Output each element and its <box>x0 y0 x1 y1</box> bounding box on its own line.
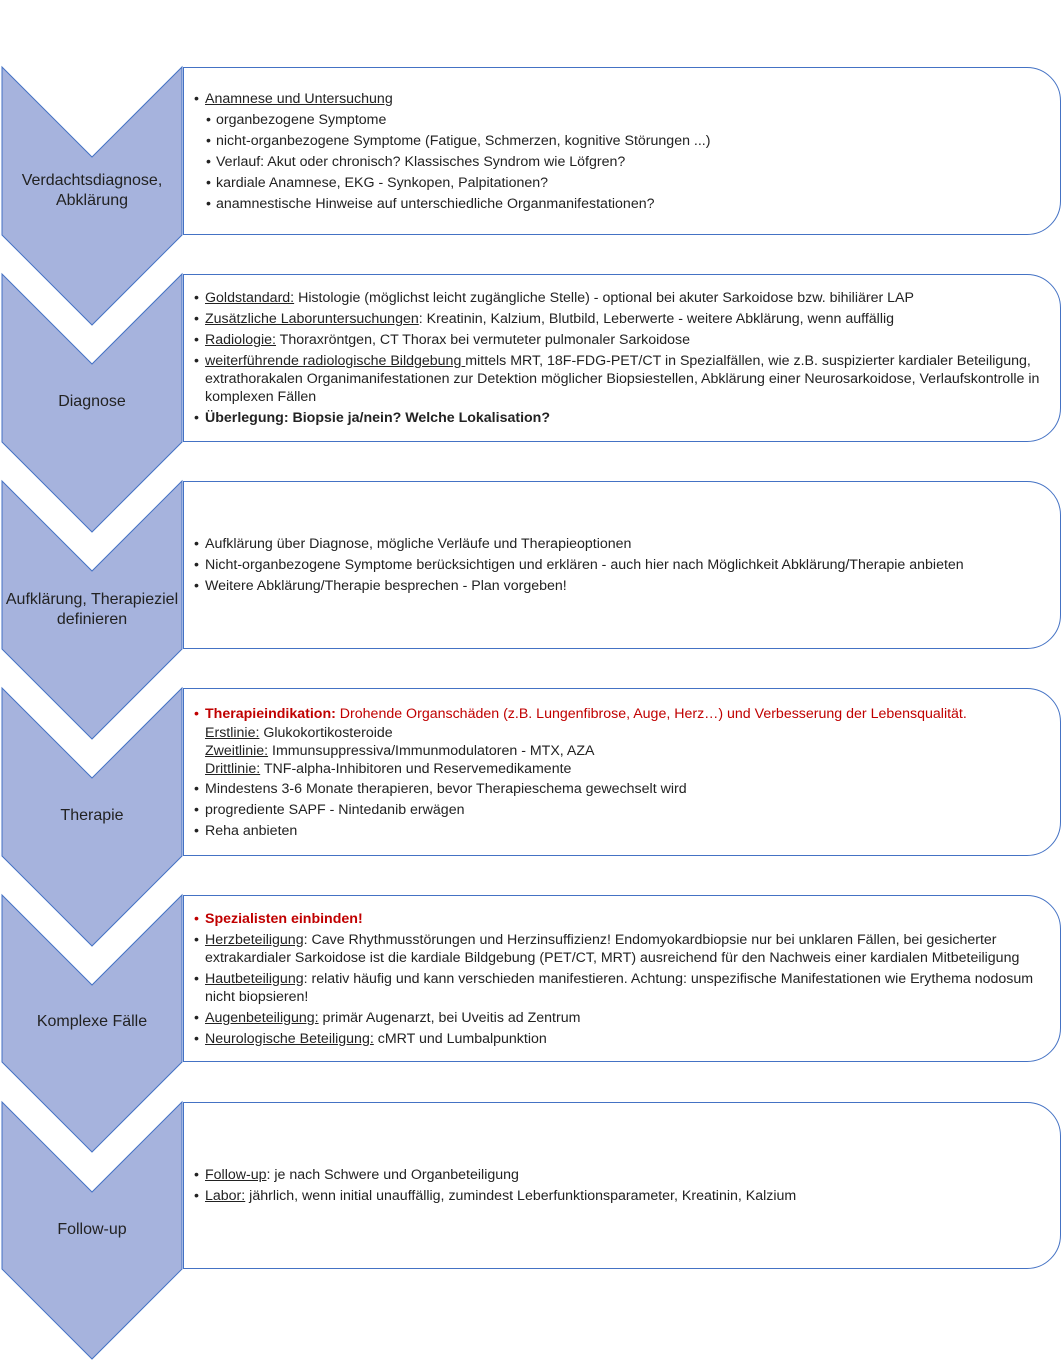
bullet-icon: • <box>194 332 199 348</box>
item-text: kardiale Anamnese, EKG - Synkopen, Palpitationen? <box>216 174 549 191</box>
bullet-item <box>194 760 1046 778</box>
bullet-icon: • <box>206 174 211 191</box>
bullet-icon: • <box>194 410 199 426</box>
bullet-item <box>194 352 1046 406</box>
bullet-item <box>206 153 1046 171</box>
stage-content-box <box>183 67 1061 235</box>
item-text: TNF-alpha-Inhibitoren und Reservemedikamente <box>260 761 572 777</box>
item-text: Thoraxröntgen, CT Thorax bei vermuteter pulmonaler Sarkoidose <box>276 332 691 348</box>
item-text: Reha anbieten <box>205 822 298 839</box>
bullet-item <box>194 801 1046 819</box>
bullet-item <box>206 132 1046 150</box>
bullet-icon: • <box>194 1009 199 1026</box>
item-text: Verlauf: Akut oder chronisch? Klassisches Syndrom wie Löfgren? <box>216 153 626 170</box>
item-text: Aufklärung über Diagnose, mögliche Verläufe und Therapieoptionen <box>205 536 632 552</box>
bullet-item <box>206 195 1046 213</box>
item-text: anamnestische Hinweise auf unterschiedliche Organmanifestationen? <box>216 195 655 212</box>
stage-label: Diagnose <box>58 393 126 410</box>
bullet-item <box>194 577 1046 595</box>
item-heading: Radiologie: <box>205 332 276 348</box>
item-text: Histologie (möglichst leicht zugängliche Stelle) - optional bei akuter Sarkoidose bzw. bihiliärer LAP <box>294 290 914 306</box>
stage-content-box <box>183 688 1061 856</box>
bullet-item <box>206 174 1046 192</box>
bullet-icon: • <box>194 353 199 369</box>
bullet-item <box>194 742 1046 760</box>
item-text: jährlich, wenn initial unauffällig, zumindest Leberfunktionsparameter, Kreatinin, Kalzium <box>245 1188 797 1204</box>
item-text: Mindestens 3-6 Monate therapieren, bevor Therapieschema gewechselt wird <box>205 780 687 797</box>
bullet-item <box>194 970 1046 1006</box>
bullet-item <box>194 910 1046 928</box>
bullet-icon: • <box>194 578 199 594</box>
item-text: : je nach Schwere und Organbeteiligung <box>266 1167 519 1183</box>
item-text: organbezogene Symptome <box>216 111 387 128</box>
bullet-item <box>194 556 1046 574</box>
item-emphasis: Spezialisten einbinden! <box>205 910 363 927</box>
bullet-item <box>194 331 1046 349</box>
bullet-item <box>194 1009 1046 1027</box>
stage-label: Follow-up <box>57 1221 127 1238</box>
bullet-item <box>194 822 1046 840</box>
bullet-icon: • <box>206 111 211 128</box>
stage-label: Komplexe Fälle <box>36 1013 148 1030</box>
item-heading: Herzbeteiligung <box>205 931 304 948</box>
item-heading: Zusätzliche Laboruntersuchungen <box>205 311 419 327</box>
bullet-icon: • <box>194 290 199 306</box>
item-text: Drohende Organschäden (z.B. Lungenfibrose, Auge, Herz…) und Verbesserung der Lebensqualität. <box>335 705 967 722</box>
bullet-icon: • <box>194 970 199 987</box>
stage-content-box <box>183 274 1061 442</box>
item-heading: Hautbeteiligung <box>205 970 304 987</box>
bullet-item <box>194 1166 1046 1184</box>
bullet-item <box>194 90 1046 108</box>
item-heading: Anamnese und Untersuchung <box>205 90 393 107</box>
bullet-item <box>194 1187 1046 1205</box>
item-heading: Zweitlinie: <box>205 743 269 759</box>
bullet-item <box>194 310 1046 328</box>
bullet-icon: • <box>194 931 199 948</box>
bullet-item <box>194 289 1046 307</box>
item-heading: weiterführende radiologische Bildgebung <box>205 353 466 369</box>
item-text: primär Augenarzt, bei Uveitis ad Zentrum <box>318 1009 581 1026</box>
item-text: : Cave Rhythmusstörungen und Herzinsuffizienz! Endomyokardbiopsie nur bei unklaren Fällen, bei gesicherter extrakardialer Sarkoidose ist die kardiale Bildgebung (PET/CT, MRT) ausreichend für den Nachweis einer kardialen Mitbeteiligung <box>205 931 1020 966</box>
item-text: : Kreatinin, Kalzium, Blutbild, Leberwerte - weitere Abklärung, wenn auffällig <box>418 311 895 327</box>
stage-content-box <box>183 895 1061 1062</box>
item-heading: Neurologische Beteiligung: <box>205 1030 374 1047</box>
bullet-icon: • <box>194 557 199 573</box>
stage-content-box <box>183 1102 1061 1269</box>
item-text: : relativ häufig und kann verschieden manifestieren. Achtung: unspezifische Manifestationen wie Erythema nodosum nicht biopsieren! <box>205 970 1034 1005</box>
item-heading: Follow-up <box>205 1167 267 1183</box>
bullet-icon: • <box>194 311 199 327</box>
item-heading: Goldstandard: <box>205 290 295 306</box>
bullet-item <box>194 409 1046 427</box>
bullet-item <box>194 1030 1046 1048</box>
bullet-icon: • <box>194 705 199 722</box>
stage-label: Therapie <box>60 807 124 824</box>
item-heading: Augenbeteiligung: <box>205 1009 319 1026</box>
bullet-icon: • <box>206 195 211 212</box>
bullet-icon: • <box>194 1167 199 1183</box>
bullet-item <box>194 780 1046 798</box>
bullet-icon: • <box>194 910 199 927</box>
stage-content-box <box>183 481 1061 649</box>
bullet-icon: • <box>206 132 211 149</box>
item-heading: Erstlinie: <box>205 725 260 741</box>
bullet-icon: • <box>194 780 199 797</box>
item-text: cMRT und Lumbalpunktion <box>373 1030 547 1047</box>
item-text: Weitere Abklärung/Therapie besprechen - Plan vorgeben! <box>205 578 567 594</box>
bullet-item <box>206 111 1046 129</box>
bullet-item <box>194 931 1046 967</box>
bullet-icon: • <box>194 90 199 107</box>
item-heading: Labor: <box>205 1188 246 1204</box>
item-emphasis: Therapieindikation: <box>205 705 336 722</box>
bullet-item <box>194 535 1046 553</box>
item-text: Immunsuppressiva/Immunmodulatoren - MTX, AZA <box>268 743 595 759</box>
bullet-icon: • <box>194 1030 199 1047</box>
item-text: mittels MRT, 18F-FDG-PET/CT in Spezialfällen, wie z.B. suspizierter kardialer Beteiligung, extrathorakalen Organimanifestationen zur Detektion möglicher Biopsiestellen, Abklärung einer Neurosarkoidose, Verlaufskontrolle in komplexen Fällen <box>205 353 1040 405</box>
item-emphasis: Überlegung: Biopsie ja/nein? Welche Lokalisation? <box>205 410 551 426</box>
stage-label: Verdachtsdiagnose, Abklärung <box>21 172 163 209</box>
bullet-item <box>194 724 1046 742</box>
bullet-icon: • <box>194 822 199 839</box>
item-text: Nicht-organbezogene Symptome berücksichtigen und erklären - auch hier nach Möglichkeit Abklärung/Therapie anbieten <box>205 557 964 573</box>
bullet-icon: • <box>194 536 199 552</box>
bullet-icon: • <box>194 801 199 818</box>
item-text: progrediente SAPF - Nintedanib erwägen <box>205 801 465 818</box>
bullet-item <box>194 705 1046 723</box>
stage-label: Aufklärung, Therapieziel definieren <box>5 591 179 628</box>
item-text: nicht-organbezogene Symptome (Fatigue, Schmerzen, kognitive Störungen ...) <box>216 132 711 149</box>
item-text: Glukokortikosteroide <box>259 725 393 741</box>
bullet-icon: • <box>206 153 211 170</box>
bullet-icon: • <box>194 1188 199 1204</box>
item-heading: Drittlinie: <box>205 761 261 777</box>
